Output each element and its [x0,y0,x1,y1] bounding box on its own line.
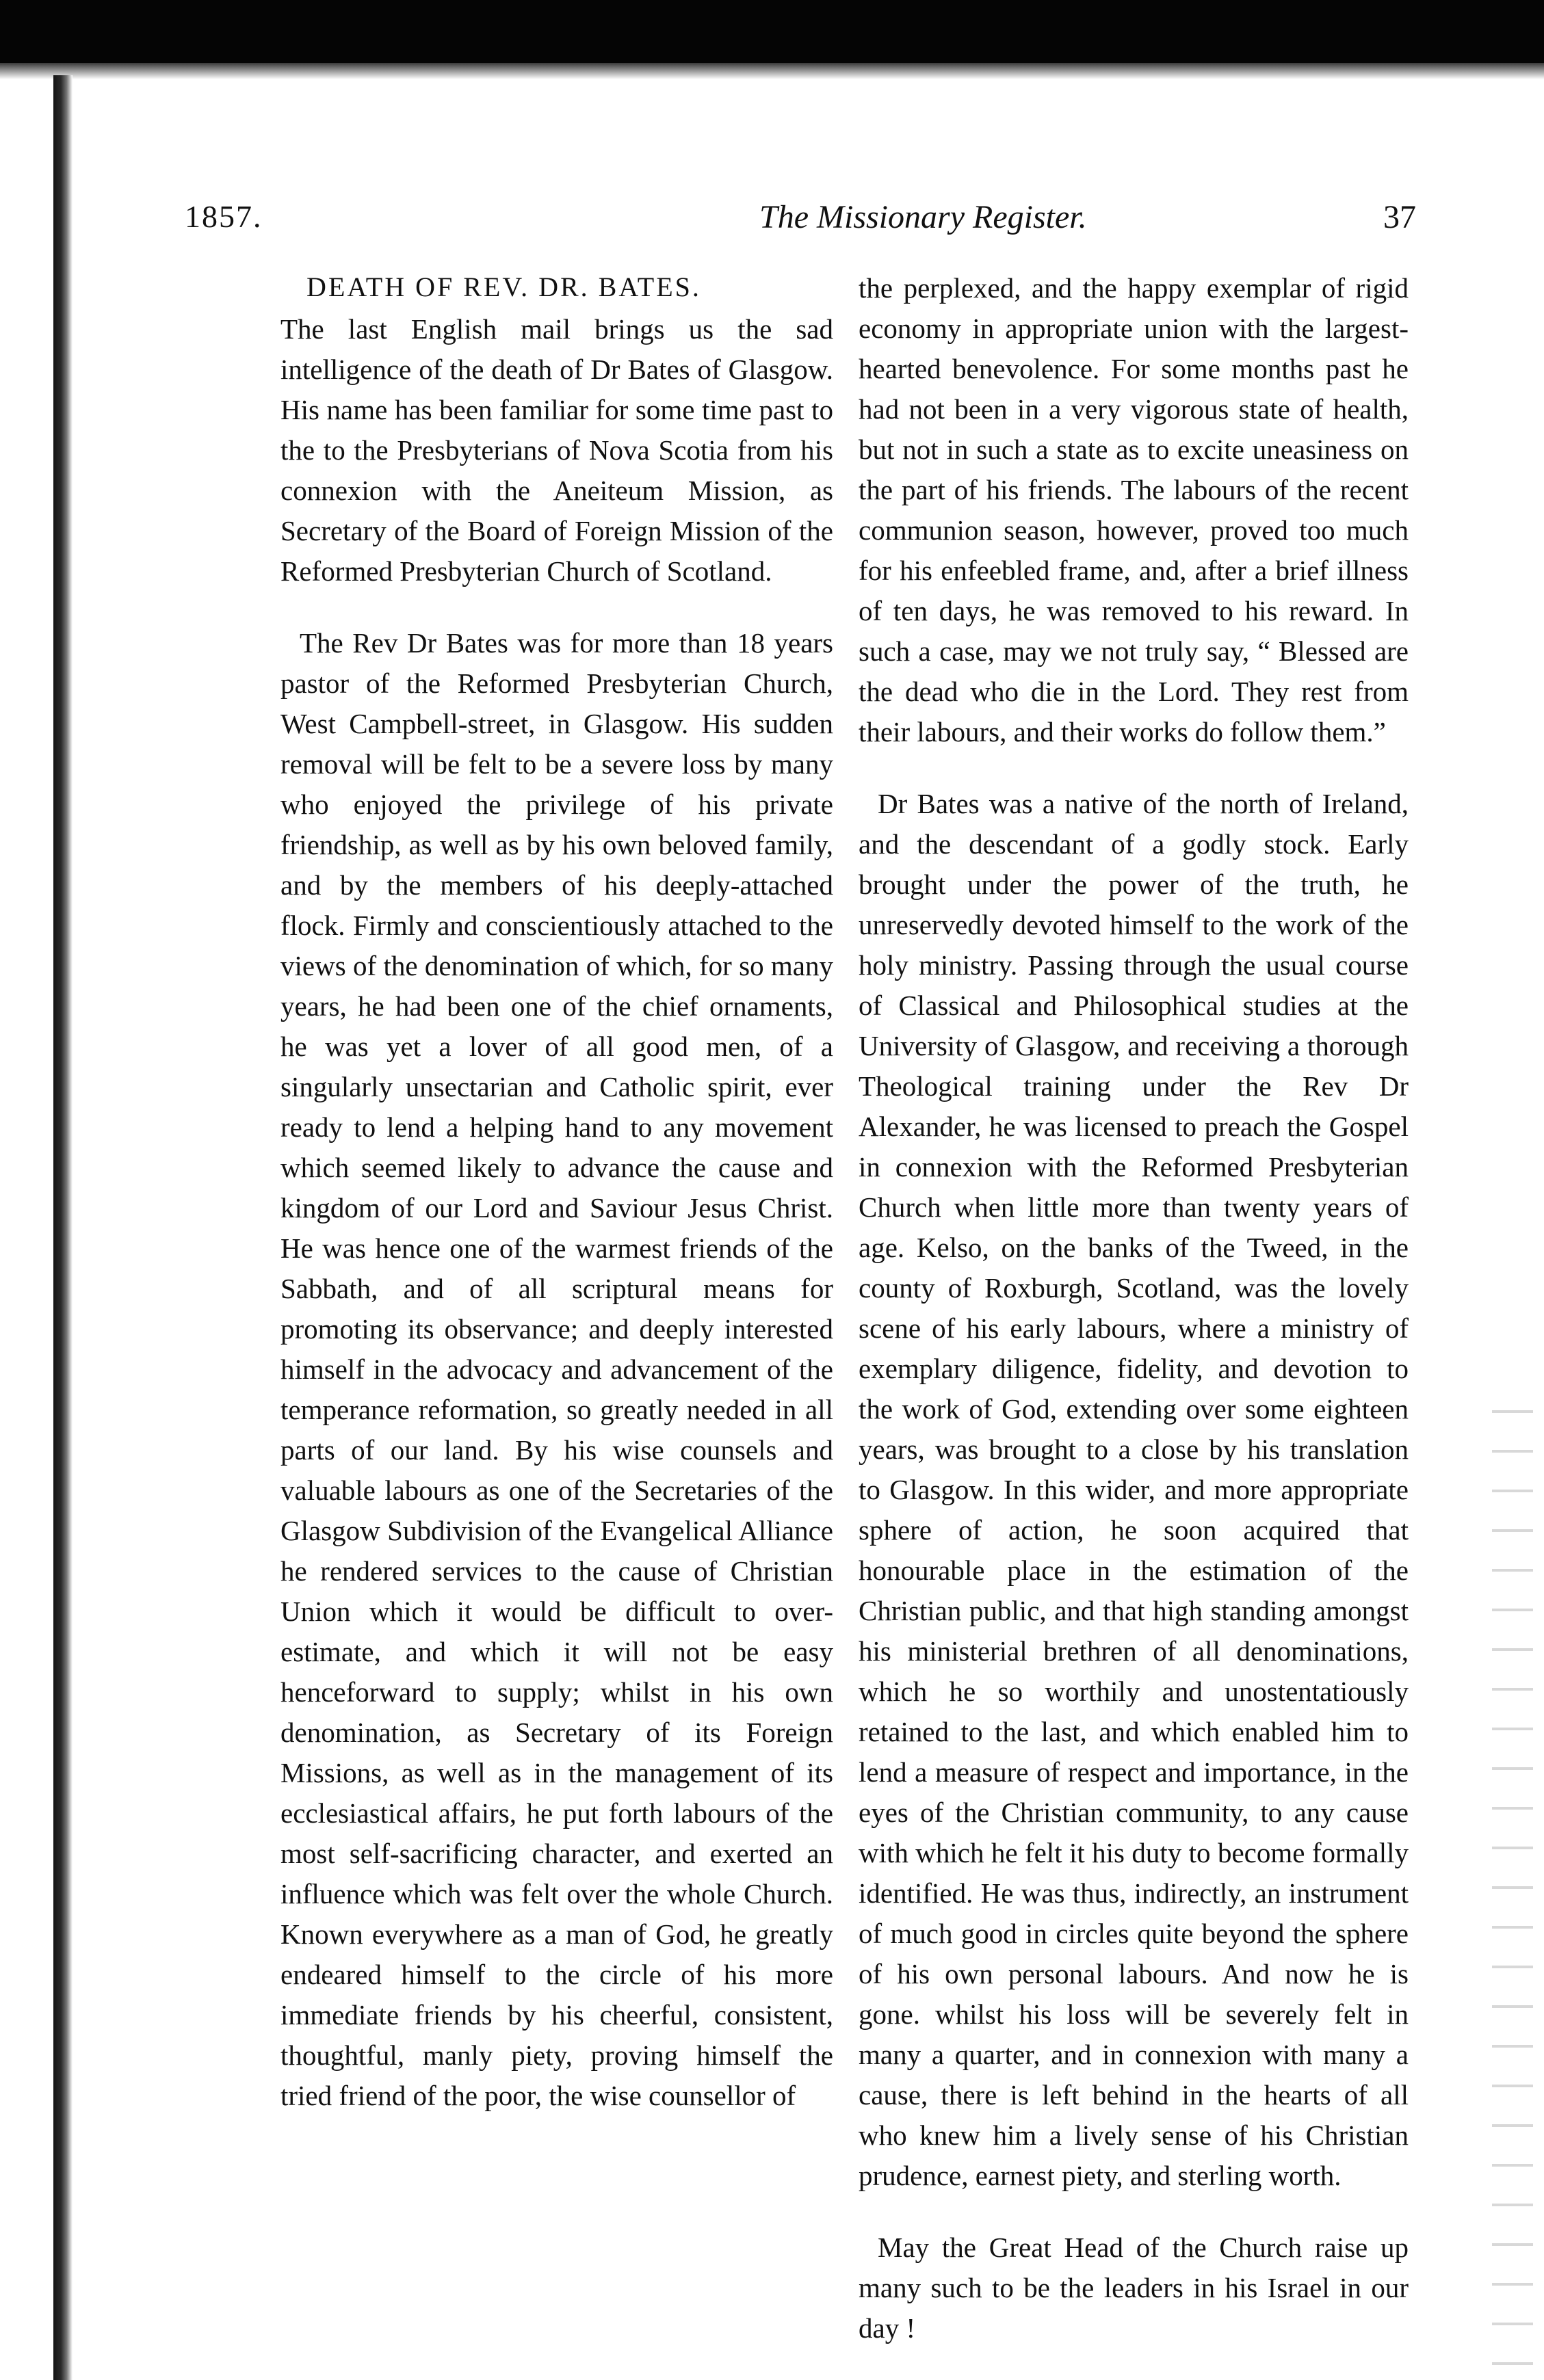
article-paragraph: Dr Bates was a native of the north of Ireland, and the descendant of a godly stock. Early brought under the power of the truth, he unreservedly devoted himself to the work of the holy ministry. Passing through the usual course of Classical and Philosophical studies at the University of Glasgow, and receiving a thorough Theological training under the Rev Dr Alexander, he was licensed to preach the Gospel in connexion with the Reformed Presbyterian Church when little more than twenty years of age. Kelso, on the banks of the Tweed, in the county of Roxburgh, Scotland, was the lovely scene of his early labours, where a ministry of exemplary diligence, fidelity, and devotion to the work of God, extending over some eighteen years, was brought to a close by his translation to Glasgow. In this wider, and more appropriate sphere of action, he soon acquired that honourable place in the estimation of the Christian public, and that high standing amongst his ministerial brethren of all denominations, which he so worthily and unostentatiously retained to the last, and which enabled him to lend a measure of respect and importance, in the eyes of the Christian community, to any cause with which he felt it his duty to become formally identified. He was thus, indirectly, an instrument of much good in circles quite beyond the sphere of his own personal labours. And now he is gone. whilst his loss will be severely felt in many a quarter, and in connexion with many a cause, there is left behind in the hearts of all who knew him a lively sense of his Christian prudence, earnest piety, and sterling worth. [859,788,1409,2191]
scan-binding-edge [53,75,73,2380]
header-journal-title: The Missionary Register. [759,199,1087,235]
header-page-number: 37 [1383,199,1416,235]
article-paragraph: The last English mail brings us the sad intelligence of the death of Dr Bates of Glasgow. His name has been familiar for some time past to the to the Presbyterians of Nova Scotia from his connexion with the Aneiteum Mission, as Secretary of the Board of Foreign Mission of the Reformed Presbyterian Church of Scotland. [280,313,833,587]
scan-top-shadow [0,63,1544,79]
article-paragraph: May the Great Head of the Church raise up many such to be the leaders in his Israel in our day ! [859,2232,1409,2344]
scan-margin-noise [1492,1395,1533,2366]
running-header [185,198,1416,246]
right-column [859,268,1409,2380]
article-title: DEATH OF REV. DR. BATES. [306,272,701,302]
left-column [280,268,833,2147]
article-paragraph: The Rev Dr Bates was for more than 18 years pastor of the Reformed Presbyterian Church, West Campbell-street, in Glasgow. His sudden removal will be felt to be a severe loss by many who enjoyed the privilege of his private friendship, as well as by his own beloved family, and by the members of his deeply-attached flock. Firmly and conscientiously attached to the views of the denomination of which, for so many years, he had been one of the chief ornaments, he was yet a lover of all good men, of a singularly unsectarian and Catholic spirit, ever ready to lend a helping hand to any movement which seemed likely to advance the cause and kingdom of our Lord and Saviour Jesus Christ. He was hence one of the warmest friends of the Sabbath, and of all scriptural means for promoting its observance; and deeply interested himself in the advocacy and advancement of the temperance reformation, so greatly needed in all parts of our land. By his wise counsels and valuable labours as one of the Secretaries of the Glasgow Subdivision of the Evangelical Alliance he rendered services to the cause of Christian Union which it would be difficult to over-estimate, and which it will not be easy henceforward to supply; whilst in his own denomination, as Secretary of its Foreign Missions, as well as in the management of its ecclesiastical affairs, he put forth labours of the most self-sacrificing character, and exerted an influence which was felt over the whole Church. Known everywhere as a man of God, he greatly endeared himself to the circle of his more immediate friends by his cheerful, consistent, thoughtful, manly piety, proving himself the tried friend of the poor, the wise counsellor of [280,627,833,2111]
scan-top-border [0,0,1544,63]
article-paragraph: the perplexed, and the happy exemplar of rigid economy in appropriate union with the largest-hearted benevolence. For some months past he had not been in a very vigorous state of health, but not in such a state as to excite uneasiness on the part of his friends. The labours of the recent communion season, however, proved too much for his enfeebled frame, and, after a brief illness of ten days, he was removed to his reward. In such a case, may we not truly say, “ Blessed are the dead who die in the Lord. They rest from their labours, and their works do follow them.” [859,272,1409,748]
header-year: 1857. [185,199,263,234]
